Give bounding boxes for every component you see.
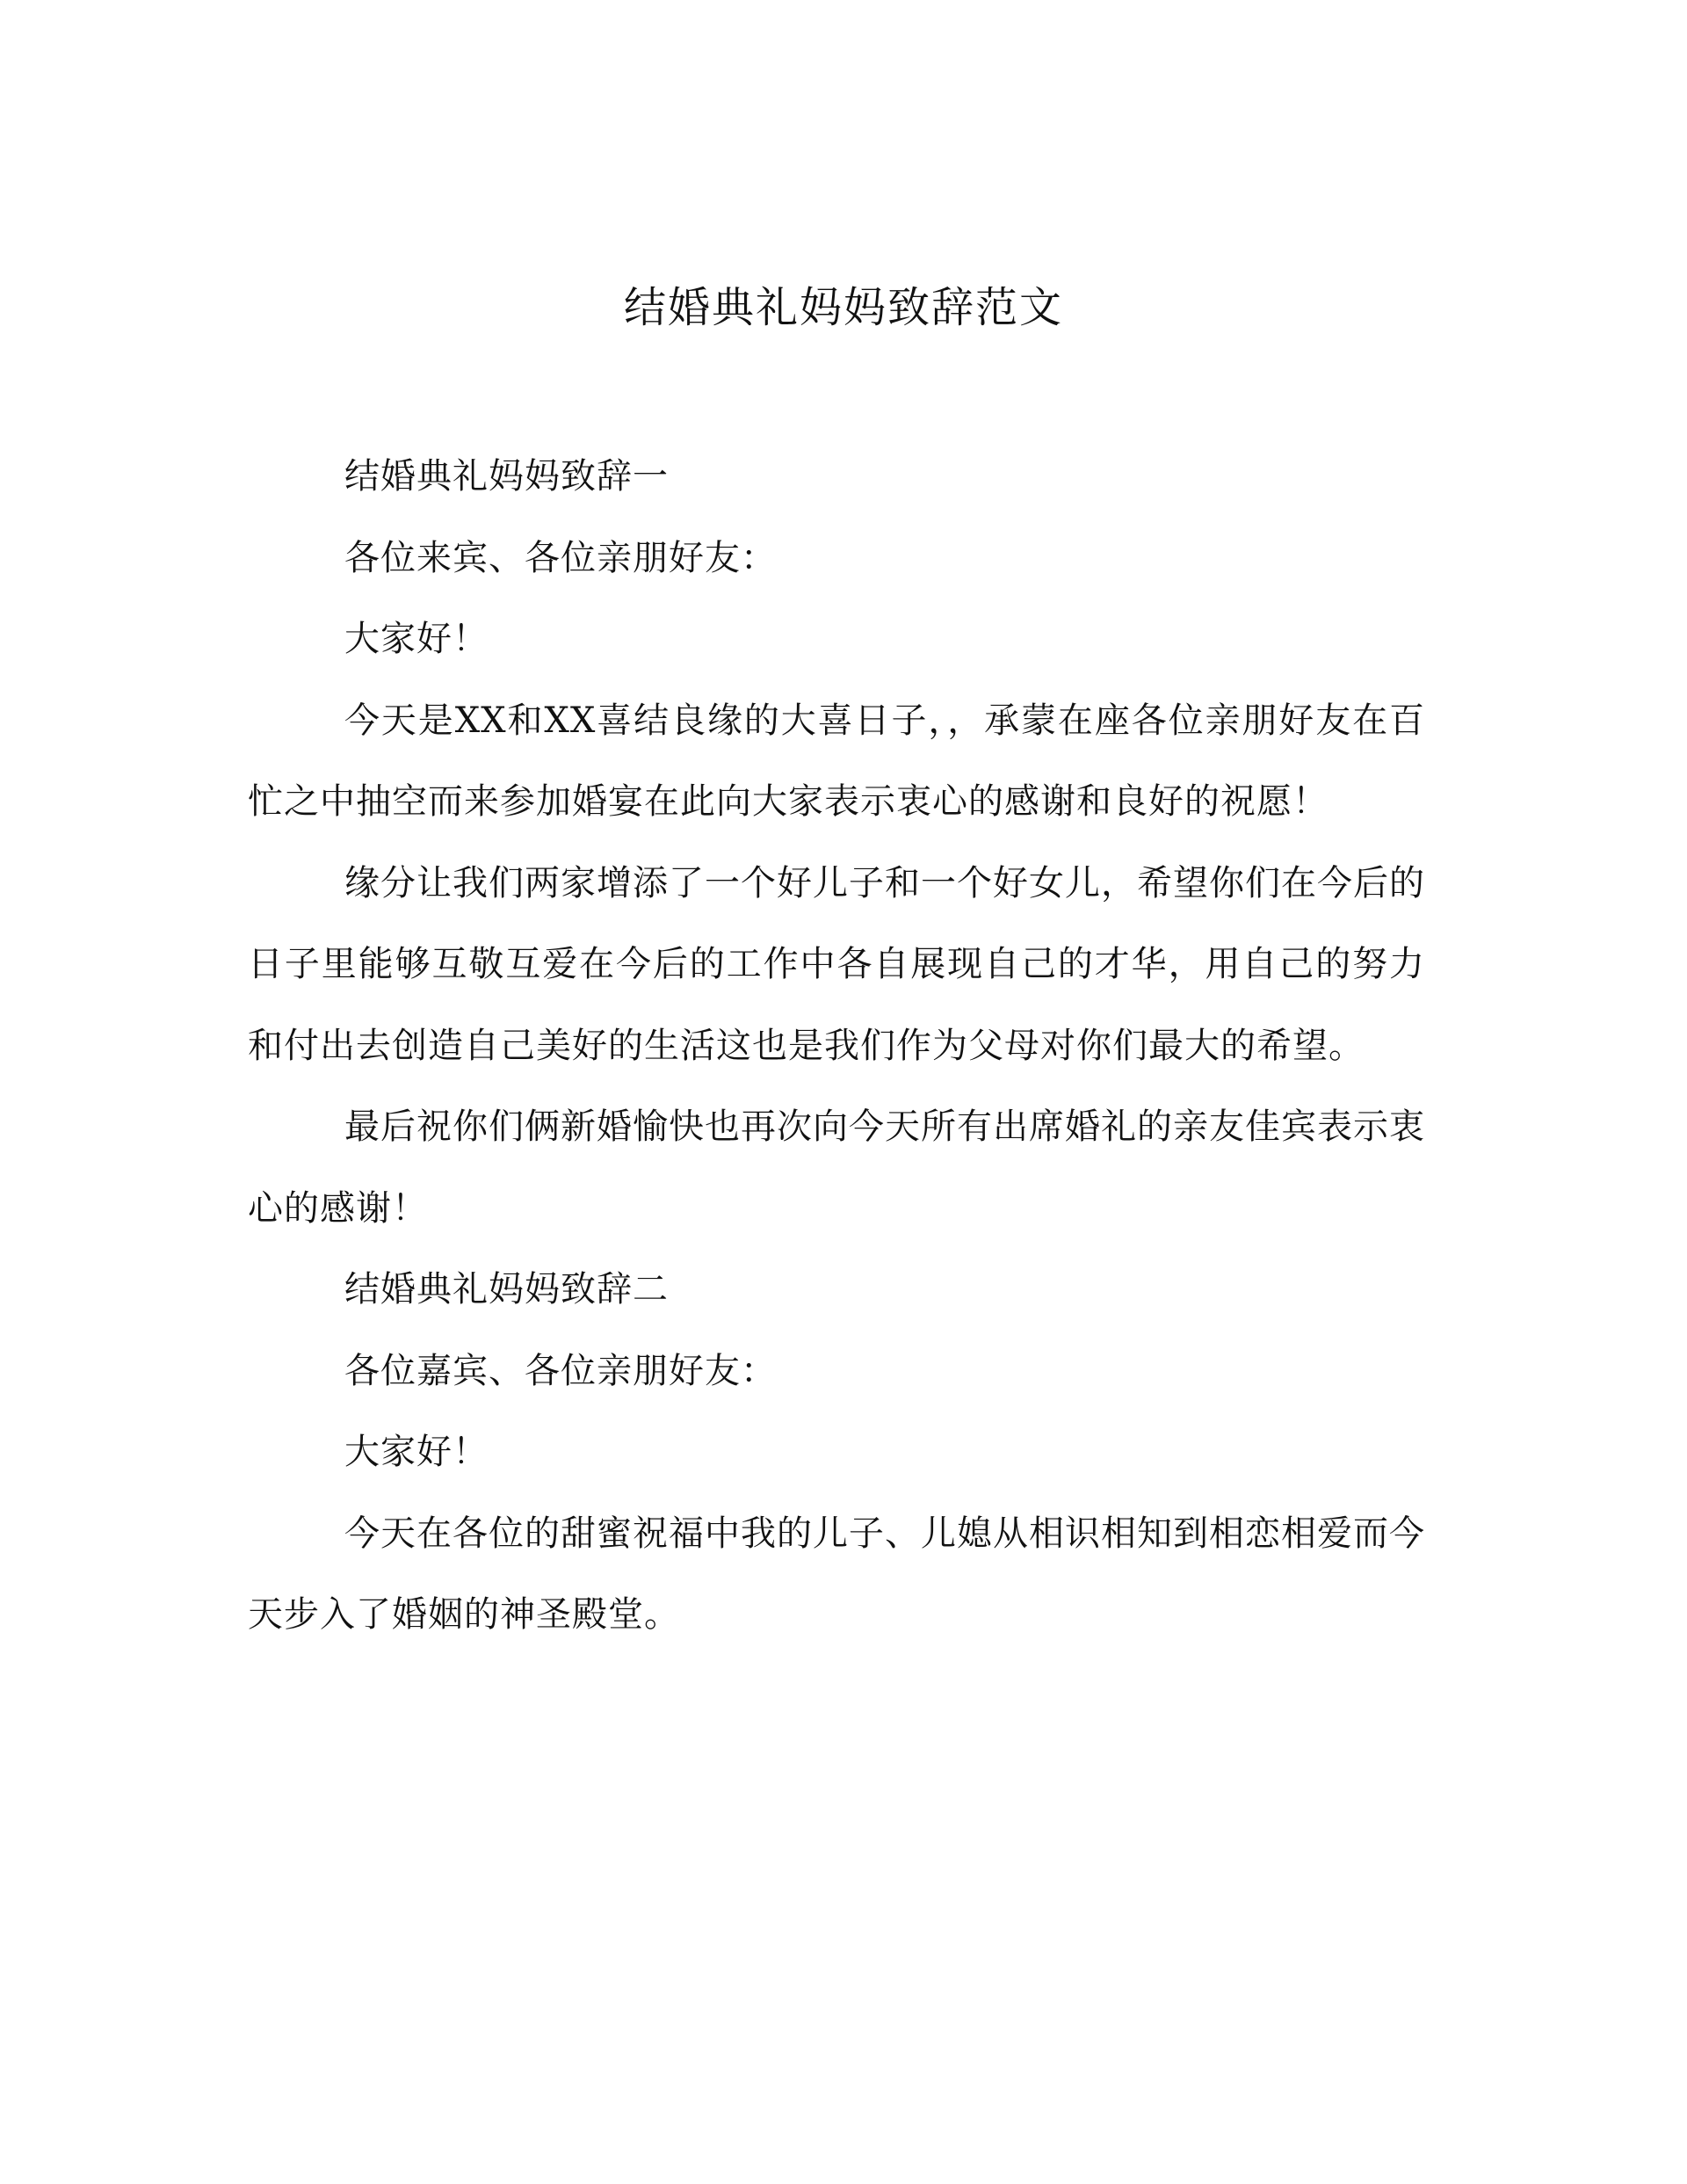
section-heading-1: 结婚典礼妈妈致辞一 [344, 456, 669, 497]
greeting-2: 大家好！ [344, 1432, 489, 1472]
body-paragraph: 最后祝你们俩新婚愉快也再次向今天所有出席婚礼的亲友佳宾表示衷心的感谢！ [248, 1107, 1425, 1229]
greeting-1: 大家好！ [344, 619, 489, 659]
salutation-1: 各位来宾、各位亲朋好友： [344, 537, 777, 578]
salutation-2: 各位嘉宾、各位亲朋好友： [344, 1350, 777, 1391]
section-heading-2: 结婚典礼妈妈致辞二 [344, 1269, 669, 1310]
document-body [248, 436, 1425, 1656]
document-title: 结婚典礼妈妈致辞范文 [623, 283, 1063, 332]
body-paragraph: 今天在各位的甜蜜祝福中我的儿子、儿媳从相识相知到相恋相爱而今天步入了婚姻的神圣殿堂。 [248, 1513, 1425, 1635]
body-paragraph: 今天是XX和XX喜结良缘的大喜日子，，承蒙在座各位亲朋好友在百忙之中抽空而来参加婚宴在此向大家表示衷心的感谢和良好的祝愿！ [248, 700, 1425, 822]
body-paragraph: 缘分让我们两家增添了一个好儿子和一个好女儿，希望你们在今后的日子里能够互敬互爱在今后的工作中各自展现自己的才华，用自己的努力和付出去创造自己美好的生活这也是我们作为父母对你们最大的希望。 [248, 862, 1425, 1066]
